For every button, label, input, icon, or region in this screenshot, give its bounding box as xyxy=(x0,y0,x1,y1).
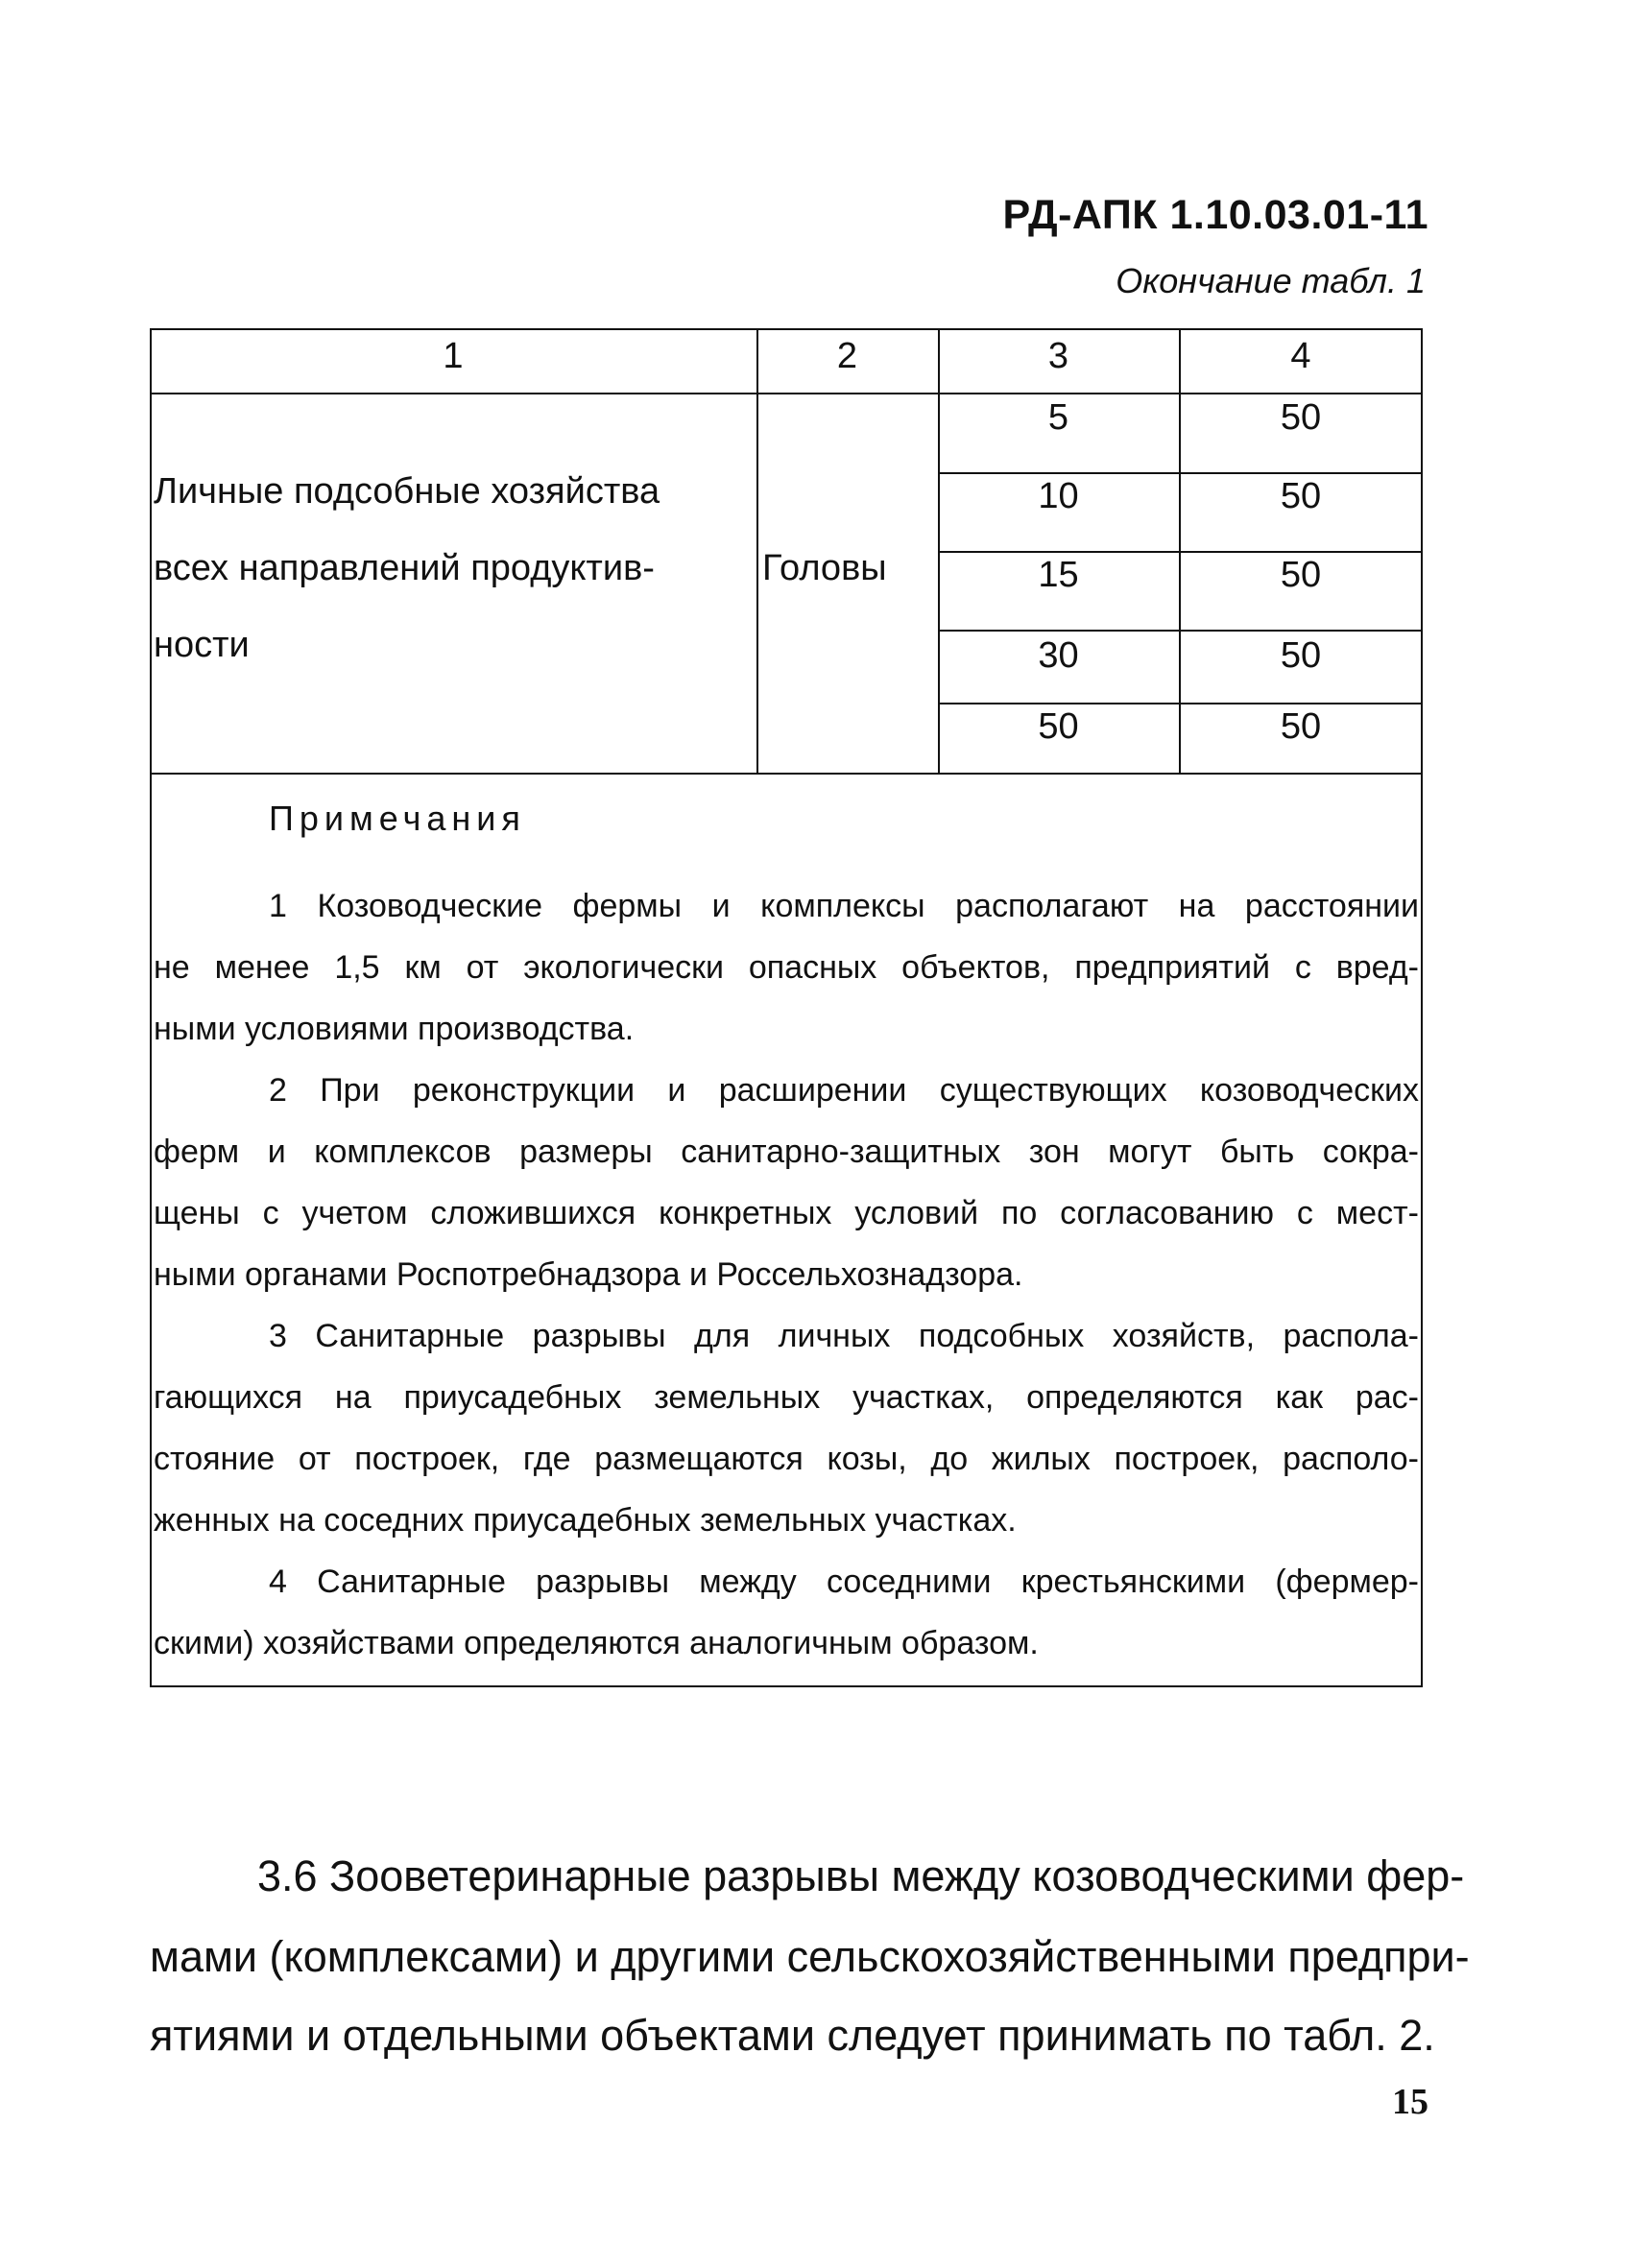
value-col3-row4: 30 xyxy=(1038,635,1079,676)
row-label-line-3: ности xyxy=(154,625,250,665)
row-label-line-1: Личные подсобные хозяйства xyxy=(154,471,660,512)
note-3-line-3: стояние от построек, где размещаются козы, до жилых построек, располо- xyxy=(154,1441,1419,1477)
note-2-line-3: щены с учетом сложившихся конкретных условий по согласованию с мест- xyxy=(154,1195,1419,1231)
value-col3-row5: 50 xyxy=(1038,706,1079,747)
value-col4-row3: 50 xyxy=(1280,555,1322,595)
note-4-line-2: скими) хозяйствами определяются аналогичным образом. xyxy=(154,1625,1039,1661)
note-1-line-2: не менее 1,5 км от экологически опасных объектов, предприятий с вред- xyxy=(154,949,1419,986)
note-2-line-1: 2 При реконструкции и расширении существующих козоводческих xyxy=(269,1072,1419,1109)
header-row-divider xyxy=(150,393,1423,394)
column-header-2: 2 xyxy=(836,336,858,376)
column-header-4: 4 xyxy=(1290,336,1311,376)
row-label-line-2: всех направлений продуктив- xyxy=(154,548,655,588)
value-col3-row1: 5 xyxy=(1047,397,1069,438)
unit-cell: Головы xyxy=(762,548,887,588)
value-col4-row2: 50 xyxy=(1280,476,1322,516)
value-row-divider-4 xyxy=(938,703,1423,704)
value-col4-row4: 50 xyxy=(1280,635,1322,676)
paragraph-line-3: ятиями и отдельными объектами следует принимать по табл. 2. xyxy=(150,2011,1435,2060)
note-3-line-4: женных на соседних приусадебных земельных участках. xyxy=(154,1502,1017,1539)
paragraph-line-1: 3.6 Зооветеринарные разрывы между козоводческими фер- xyxy=(257,1851,1465,1900)
value-col3-row2: 10 xyxy=(1038,476,1079,516)
note-2-line-2: ферм и комплексов размеры санитарно-защитных зон могут быть сокра- xyxy=(154,1134,1419,1170)
value-col4-row1: 50 xyxy=(1280,397,1322,438)
value-row-divider-3 xyxy=(938,630,1423,632)
column-header-3: 3 xyxy=(1047,336,1069,376)
document-code: РД-АПК 1.10.03.01-11 xyxy=(1002,192,1428,238)
page-number: 15 xyxy=(1392,2082,1428,2122)
note-4-line-1: 4 Санитарные разрывы между соседними крестьянскими (фермер- xyxy=(269,1564,1419,1600)
notes-divider xyxy=(150,773,1423,775)
notes-title: Примечания xyxy=(269,799,526,838)
paragraph-line-2: мами (комплексами) и другими сельскохозяйственными предпри- xyxy=(150,1932,1470,1981)
value-row-divider-1 xyxy=(938,472,1423,474)
value-col4-row5: 50 xyxy=(1280,706,1322,747)
note-3-line-1: 3 Санитарные разрывы для личных подсобных хозяйств, распола- xyxy=(269,1318,1419,1354)
note-2-line-4: ными органами Роспотребнадзора и Россельхознадзора. xyxy=(154,1256,1023,1293)
column-header-1: 1 xyxy=(443,336,464,376)
value-col3-row3: 15 xyxy=(1038,555,1079,595)
note-1-line-1: 1 Козоводческие фермы и комплексы располагают на расстоянии xyxy=(269,888,1419,924)
note-3-line-2: гающихся на приусадебных земельных участках, определяются как рас- xyxy=(154,1379,1419,1416)
column-divider-1 xyxy=(756,328,758,774)
value-row-divider-2 xyxy=(938,551,1423,553)
table-caption: Окончание табл. 1 xyxy=(1116,261,1426,300)
note-1-line-3: ными условиями производства. xyxy=(154,1011,635,1047)
